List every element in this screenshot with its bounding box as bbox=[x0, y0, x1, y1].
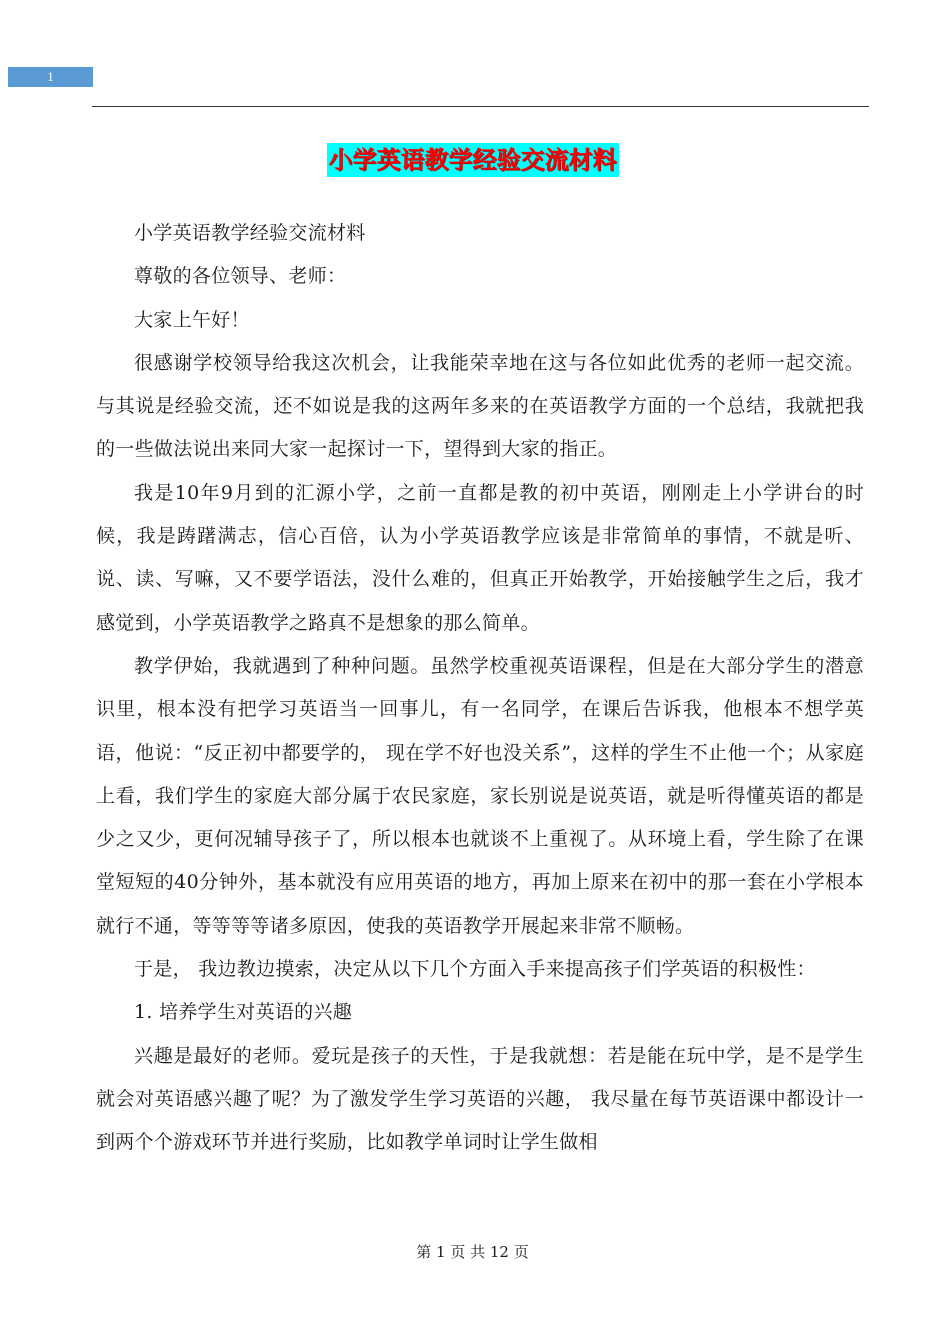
paragraph: 很感谢学校领导给我这次机会，让我能荣幸地在这与各位如此优秀的老师一起交流。与其说是经验交流，还不如说是我的这两年多来的在英语教学方面的一个总结，我就把我的一些做法说出来同大家一起探讨一下，望得到大家的指正。 bbox=[96, 351, 864, 461]
paragraph: 小学英语教学经验交流材料 bbox=[134, 222, 366, 244]
paragraph: 尊敬的各位领导、老师： bbox=[134, 265, 347, 288]
paragraph: 教学伊始，我就遇到了种种问题。虽然学校重视英语课程，但是在大部分学生的潜意识里，根本没有把学习英语当一回事儿，有一名同学，在课后告诉我，他根本不想学英语，他说：“反正初中都要学的， 现在学不好也没关系”，这样的学生不止他一个；从家庭上看，我们学生的家庭大部分属于农民家庭，家长别说是说英语，就是听得懂英语的都是少之又少，更何况辅导孩子了，所以根本也就谈不上重视了。从环境上看，学生除了在课堂短短的40分钟外，基本就没有应用英语的地方，再加上原来在初中的那一套在小学根本就行不通，等等等等诸多原因，使我的英语教学开展起来非常不顺畅。 bbox=[96, 654, 864, 937]
paragraph: 于是， 我边教边摸索，决定从以下几个方面入手来提高孩子们学英语的积极性： bbox=[134, 958, 816, 981]
document-title: 小学英语教学经验交流材料 bbox=[327, 143, 619, 177]
paragraph: 兴趣是最好的老师。爱玩是孩子的天性，于是我就想：若是能在玩中学，是不是学生就会对英语感兴趣了呢？为了激发学生学习英语的兴趣， 我尽量在每节英语课中都设计一到两个个游戏环节并进行奖励，比如教学单词时让学生做相 bbox=[96, 1044, 864, 1154]
paragraph: 我是10年9月到的汇源小学，之前一直都是教的初中英语，刚刚走上小学讲台的时候，我是踌躇满志，信心百倍，认为小学英语教学应该是非常简单的事情，不就是听、说、读、写嘛，又不要学语法，没什么难的，但真正开始教学，开始接触学生之后，我才感觉到，小学英语教学之路真不是想象的那么简单。 bbox=[96, 481, 864, 634]
header-rule bbox=[92, 106, 869, 107]
title-container bbox=[0, 143, 945, 177]
page-footer: 第 1 页 共 12 页 bbox=[416, 1243, 529, 1261]
paragraph: 1. 培养学生对英语的兴趣 bbox=[134, 1001, 353, 1024]
paragraph: 大家上午好！ bbox=[134, 308, 250, 331]
page-number-tab: 1 bbox=[8, 67, 93, 87]
document-body bbox=[96, 212, 864, 1165]
